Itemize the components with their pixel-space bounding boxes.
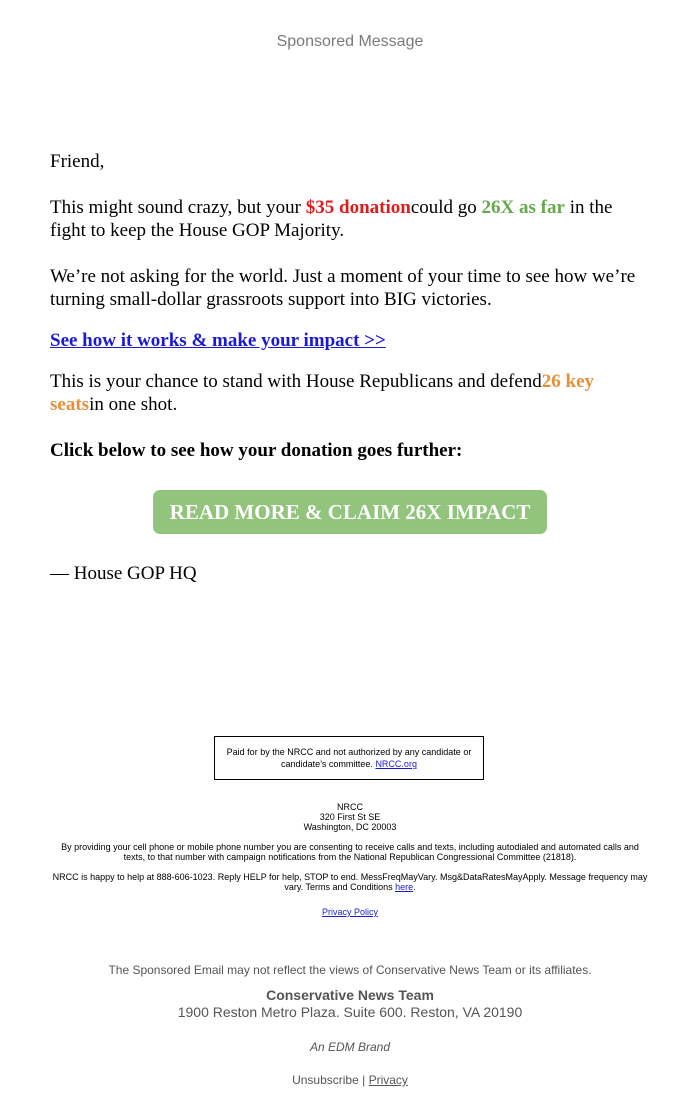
- paragraph-seats: [50, 370, 650, 416]
- address-line-2: Washington, DC 20003: [303, 822, 397, 832]
- sponsored-label: Sponsored Message: [276, 33, 424, 50]
- address-line-1: 320 First St SE: [319, 812, 381, 822]
- p1-text-a: This might sound crazy, but your: [50, 197, 306, 218]
- footer-address: 1900 Reston Metro Plaza. Suite 600. Reston, VA 20190: [177, 1004, 523, 1020]
- multiplier-highlight: 26X as far: [481, 197, 565, 218]
- click-below-heading: Click below to see how your donation goes further:: [50, 440, 463, 461]
- seats-highlight: 26 key seats: [50, 371, 595, 415]
- help-statement: NRCC is happy to help at 888-606-1023. Reply HELP for help, STOP to end. MessFreqMayVary. Msg&DataRatesMayApply. Message frequency may vary. Terms and Conditions: [52, 872, 648, 892]
- consent-text: By providing your cell phone or mobile phone number you are consenting to receive calls and texts, including autodialed and automated calls and texts, to that number with campaign notifications from the National Republican Congressional Committee (21818).: [61, 842, 639, 862]
- org-name: NRCC: [337, 802, 363, 812]
- privacy-policy-link[interactable]: Privacy Policy: [321, 907, 378, 917]
- p1-text-b: could go: [410, 197, 482, 218]
- terms-link[interactable]: here: [395, 882, 414, 892]
- footer-brand: An EDM Brand: [309, 1040, 391, 1054]
- nrcc-link[interactable]: NRCC.org: [375, 759, 417, 769]
- paid-for-statement: Paid for by the NRCC and not authorized by any candidate or candidate’s committee.: [226, 747, 472, 769]
- footer-note: The Sponsored Email may not reflect the views of Conservative News Team or its affiliates.: [108, 963, 592, 977]
- donation-amount: $35 donation: [305, 197, 411, 218]
- paragraph-request: We’re not asking for the world. Just a moment of your time to see how we’re turning small-dollar grassroots support into BIG victories.: [50, 266, 636, 310]
- impact-link-row: [50, 329, 650, 352]
- paid-for-box: [214, 736, 484, 780]
- signoff: — House GOP HQ: [50, 563, 197, 584]
- privacy-policy-row: [50, 907, 650, 917]
- footer-links: [0, 1073, 700, 1087]
- paragraph-donation: [50, 196, 650, 242]
- claim-impact-button[interactable]: READ MORE & CLAIM 26X IMPACT: [153, 490, 547, 534]
- p1-text-c: in the fight to keep the House GOP Majority.: [50, 197, 613, 241]
- footer-privacy-link[interactable]: Privacy: [368, 1073, 408, 1087]
- nrcc-address: [50, 802, 650, 832]
- p3-text-b: in one shot.: [89, 394, 178, 415]
- help-end: .: [413, 882, 416, 892]
- footer-company: Conservative News Team: [266, 987, 434, 1003]
- unsubscribe-link[interactable]: Unsubscribe: [292, 1073, 359, 1087]
- impact-link[interactable]: See how it works & make your impact >>: [50, 330, 386, 351]
- p3-text-a: This is your chance to stand with House Republicans and defend: [50, 371, 542, 392]
- footer-separator: |: [358, 1073, 369, 1087]
- greeting: Friend,: [50, 151, 105, 172]
- paid-for-text: [223, 746, 475, 770]
- help-text: [50, 872, 650, 892]
